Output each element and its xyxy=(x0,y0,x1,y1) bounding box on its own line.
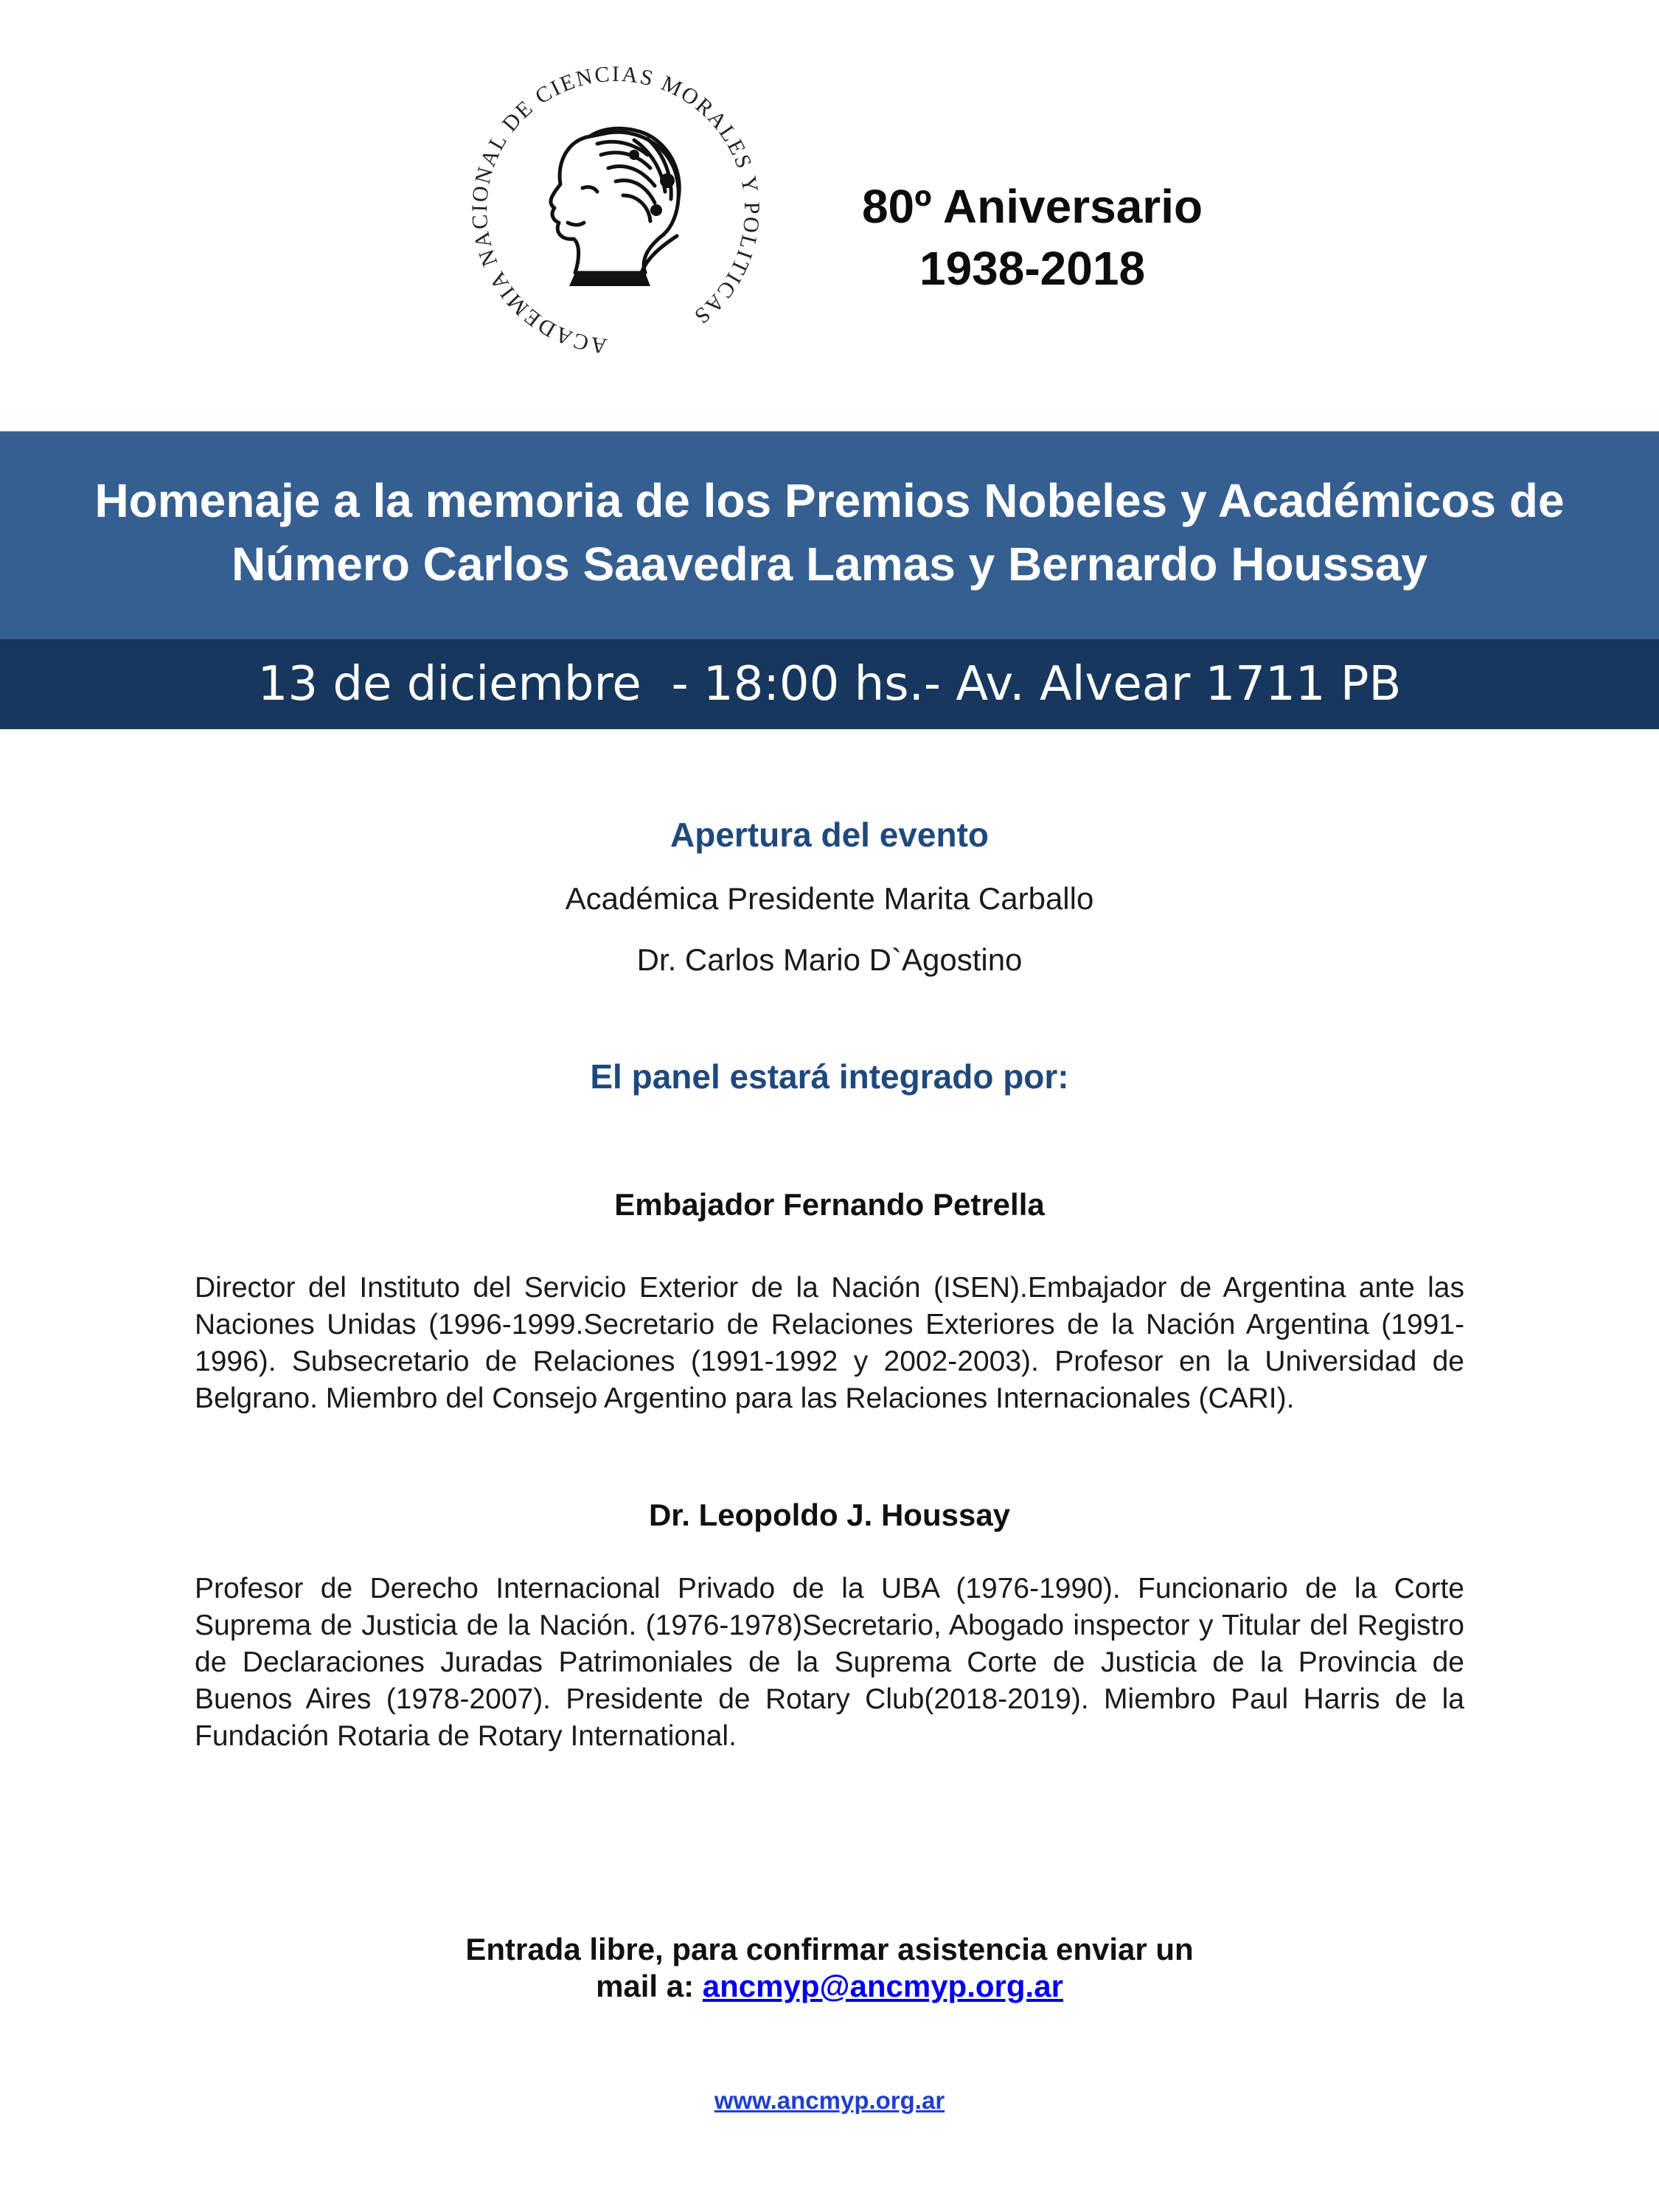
website-link[interactable]: www.ancmyp.org.ar xyxy=(714,2087,945,2114)
rsvp-line-1: Entrada libre, para confirmar asistencia enviar un xyxy=(465,1932,1194,1966)
rsvp-mail-prefix: mail a: xyxy=(596,1969,703,2003)
anniversary-years: 1938-2018 xyxy=(919,242,1146,295)
opening-speaker-1: Académica Presidente Marita Carballo xyxy=(565,881,1094,916)
opening-heading: Apertura del evento xyxy=(670,815,989,854)
title-banner xyxy=(0,431,1659,639)
anniversary-heading xyxy=(796,175,1268,299)
academy-seal-icon xyxy=(457,52,774,369)
panel-member-bio-1: Director del Instituto del Servicio Exterior de la Nación (ISEN).Embajador de Argentina ante las Naciones Unidas (1996-1999.Secretario de Relaciones Exteriores de la Nación Argentina (1991-1996). Subsecretario de Relaciones (1991-1992 y 2002-2003). Profesor en la Universidad de Belgrano. Miembro del Consejo Argentino para las Relaciones Internacionales (CARI). xyxy=(195,1272,1464,1414)
rsvp-email-link[interactable]: ancmyp@ancmyp.org.ar xyxy=(702,1969,1063,2003)
academy-logo xyxy=(457,52,774,369)
opening-speaker-2: Dr. Carlos Mario D`Agostino xyxy=(636,942,1023,977)
event-title xyxy=(37,469,1622,596)
panel-member-name-1: Embajador Fernando Petrella xyxy=(614,1187,1045,1222)
seal-ring-text: ACADEMIA NACIONAL DE CIENCIAS MORALES Y POLITICAS xyxy=(467,61,765,358)
event-date-location: 13 de diciembre - 18:00 hs.- Av. Alvear 1711 PB xyxy=(257,657,1402,712)
event-title-line-2: Número Carlos Saavedra Lamas y Bernardo Houssay xyxy=(232,538,1427,591)
anniversary-line-1: 80º Aniversario xyxy=(861,180,1203,233)
panel-heading: El panel estará integrado por: xyxy=(590,1057,1069,1096)
event-title-line-1: Homenaje a la memoria de los Premios Nobeles y Académicos de xyxy=(94,474,1565,527)
panel-member-bio-2: Profesor de Derecho Internacional Privado de la UBA (1976-1990). Funcionario de la Corte Suprema de Justicia de la Nación. (1976-1978)Secretario, Abogado inspector y Titular del Registro de Declaraciones Juradas Patrimoniales de la Suprema Corte de Justicia de la Provincia de Buenos Aires (1978-2007). Presidente de Rotary Club(2018-2019). Miembro Paul Harris de la Fundación Rotaria de Rotary International. xyxy=(195,1573,1464,1752)
rsvp-note xyxy=(0,1931,1659,2005)
date-banner xyxy=(0,639,1659,729)
panel-member-name-2: Dr. Leopoldo J. Houssay xyxy=(648,1498,1011,1532)
website-footer xyxy=(0,2087,1659,2115)
profile-bust-icon xyxy=(551,128,679,273)
rsvp-line-2 xyxy=(0,1968,1659,2005)
